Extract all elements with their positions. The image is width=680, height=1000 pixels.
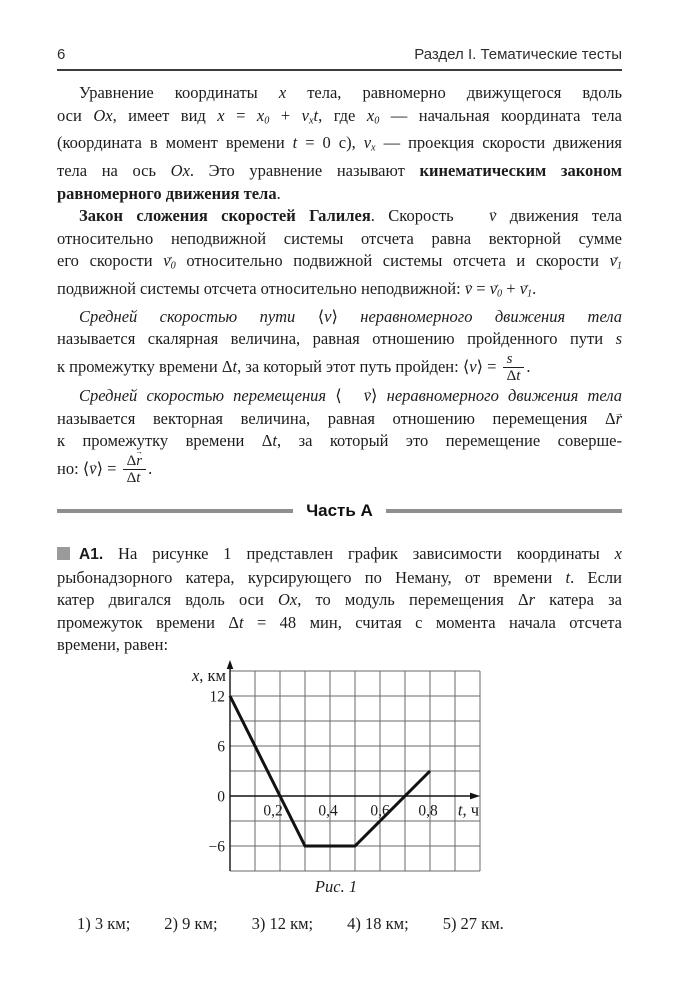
figure-1 bbox=[57, 657, 622, 903]
text-line: времени, равен: bbox=[57, 635, 169, 655]
text-line: называется векторная величина, равная отношению перемещения Δr → bbox=[57, 408, 622, 431]
page-number: 6 bbox=[57, 46, 66, 63]
y-tick-minus6: −6 bbox=[208, 838, 225, 856]
y-tick-12: 12 bbox=[209, 688, 225, 706]
x-tick-04: 0,4 bbox=[318, 802, 338, 820]
figure-1-graph bbox=[150, 657, 550, 903]
page-content bbox=[57, 82, 622, 935]
text-line: рыбонадзорного катера, курсирующего по Неману, от времени t. Если bbox=[57, 567, 622, 587]
text-line: А1. На рисунке 1 представлен график зависимости координаты x bbox=[57, 543, 622, 567]
answer-option: 2) 9 км; bbox=[164, 913, 218, 933]
intro-paragraphs bbox=[57, 82, 622, 487]
y-axis-label: x, км bbox=[191, 665, 226, 685]
text-line: относительно неподвижной системы отсчета равна векторной сумме bbox=[57, 228, 622, 248]
heading-rule-right bbox=[386, 509, 622, 513]
text-line: его скорости $v_0$ → относительно подвижной системы отсчета и скорости $v_1$ → bbox=[57, 250, 622, 278]
answer-option: 3) 12 км; bbox=[251, 913, 314, 933]
x-tick-02: 0,2 bbox=[263, 802, 283, 820]
running-head-title: Раздел I. Тематические тесты bbox=[414, 46, 622, 63]
text-line: (координата в момент времени t = 0 с), $v_x$ — проекция скорости движения bbox=[57, 133, 622, 154]
y-tick-6: 6 bbox=[217, 738, 225, 756]
text-line: Закон сложения скоростей Галилея. Скорость v → движения тела bbox=[57, 205, 622, 228]
answer-options bbox=[77, 913, 622, 935]
part-a-label: Часть А bbox=[306, 501, 373, 521]
fraction: $\frac{s}{\Delta t}$ bbox=[503, 351, 525, 386]
text-line: катер двигался вдоль оси Ox, то модуль перемещения Δr катера за bbox=[57, 590, 622, 610]
figure-caption: Рис. 1 bbox=[314, 876, 358, 896]
running-head bbox=[57, 46, 622, 71]
text-line: Средней скоростью пути ⟨v⟩ неравномерного движения тела bbox=[79, 306, 623, 326]
y-tick-0: 0 bbox=[217, 788, 225, 806]
answer-option: 4) 18 км; bbox=[347, 913, 409, 933]
text-line: но: ⟨v →⟩ = $\frac{\Delta r \to}{\Delta t}$ . bbox=[57, 453, 622, 488]
x-tick-08: 0,8 bbox=[418, 802, 438, 820]
text-line: оси Ox, имеет вид $x = x_0 + v_xt$, где $x_0$ — начальная координата тела bbox=[57, 105, 622, 126]
text-line: называется скалярная величина, равная отношению пройденного пути s bbox=[57, 329, 622, 348]
text-line: равномерного движения тела. bbox=[57, 183, 281, 203]
text-line: Уравнение координаты x тела, равномерно движущегося вдоль bbox=[79, 83, 622, 102]
text-line: тела на ось Ox. Это уравнение называют кинематическим законом bbox=[57, 161, 622, 180]
text-line: Средней скоростью перемещения ⟨ v →⟩ неравномерного движения тела bbox=[57, 385, 622, 408]
text-line: промежуток времени Δt = 48 мин, считая с момента начала отсчета bbox=[57, 612, 623, 632]
part-a-heading bbox=[57, 501, 622, 521]
heading-rule-left bbox=[57, 509, 293, 513]
answer-option: 1) 3 км; bbox=[77, 913, 131, 933]
text-line: подвижной системы отсчета относительно неподвижной: v → = $v_0$ → + $v_1$ →. bbox=[57, 278, 622, 306]
problem-marker-square bbox=[57, 547, 70, 560]
problem-a1-text bbox=[57, 543, 622, 657]
answer-option: 5) 27 км. bbox=[442, 913, 504, 933]
text-line: к промежутку времени Δt, за который это перемещение соверше- bbox=[57, 431, 623, 451]
text-line: к промежутку времени Δt, за который этот путь пройден: ⟨v⟩ = $\frac{s}{\Delta t}$ . bbox=[57, 350, 531, 385]
x-axis-label: t, ч bbox=[457, 800, 479, 820]
x-tick-06: 0,6 bbox=[370, 802, 390, 820]
fraction: $\frac{\Delta r \to}{\Delta t}$ bbox=[123, 453, 147, 488]
